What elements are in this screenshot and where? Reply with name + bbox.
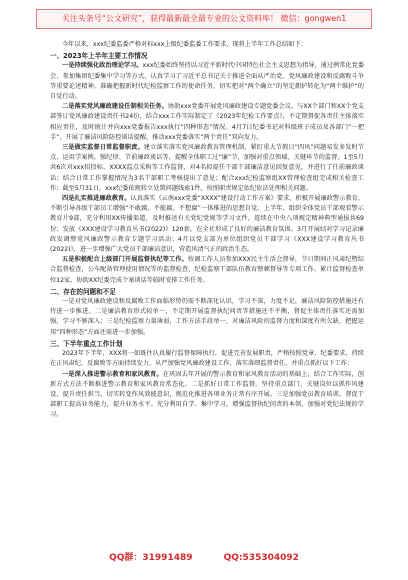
qq-text: QQ:535304092	[223, 553, 299, 563]
contact-footer	[0, 548, 408, 568]
subsection-paragraph	[50, 61, 364, 102]
subsection-paragraph	[50, 194, 364, 255]
subsection-title: 一是持续强化政治理论学习。	[62, 62, 143, 70]
subsection-title: 五是积极配合上级部门开展监督执纪等工作。	[62, 256, 188, 264]
subsection-paragraph	[50, 370, 364, 421]
document-page	[50, 40, 364, 548]
subsection-body: xxx纪委始终坚持以习近平新时代中国特色社会主义思想为指导，通过例常化党委会、参加集团纪委集中学习等方式，认真学习了习近平总书记关于推进全面从严治党、党风廉政建设和反腐败斗争等重要论述精神，准确把握新时代纪检监察工作的使命任务，切实把对“两个确立”的坚定拥护转化为“两个维护”的自觉行动。	[50, 62, 364, 101]
subsection-paragraph	[50, 255, 364, 286]
subsection-paragraph	[50, 143, 364, 194]
qq-group-text: QQ群：31991489	[109, 553, 193, 563]
subsection-title: 四是扎实推进廉政教育。	[62, 195, 131, 203]
subsection-title: 一是深入推进警示教育和家风教育。	[62, 370, 163, 378]
subsection-title: 二是落实党风廉政建设任制相关任务。	[62, 103, 168, 111]
section-heading: 一、2023年上半年主要工作情况	[50, 52, 148, 61]
subsection-title: 三是做实监督日常监督职责。	[62, 144, 144, 152]
section-heading: 三、下半年重点工作计划	[50, 339, 123, 348]
subsection-body: 在巩固去年开展的警示教育和家风教育活动的基础上，结合工作实际，创新方式方法不断推进警示教育和家风教育常态化。二是抓好日常工作监督。坚持重点部门、关键岗位以抓作风建设，提升责任担当，切实转变作风效能意识，规范化推进各项业务正常有序开展。三是加强党员教育培训，督促干部职工提高业务能力，提升业务水平。充分利用自学、集中学习，增强监督执纪问责的本领，加强对党纪法规的学习。	[50, 370, 364, 419]
section-heading: 二、存在的问题和不足	[50, 287, 116, 296]
promo-banner: 关注头条号“公文研究”，获得最新最全最专业的公文资料库！ 微信：gongwen1	[36, 9, 372, 29]
subsection-paragraph	[50, 102, 364, 143]
subsection-body: 认真落实《云南xxx党委“XXXX”建设行动工作方案》要求，积极开展廉政警示教育，不断引导各级干部员工增强“不敢腐、不能腐、不想腐”一体推进的思想自觉。上半年，组织全体党员干部观看警示教育片9部，充分利用XX传播渠道，及时推送有关党纪党规等学习文件，连续在中央八项规定精神典型通报共69份；发放《XXX建设学习教育丛书(2022)》120套，在全社形成了良好的廉洁教育氛围。3月开展结对学习记录廉政发调整党风廉政警示教育专题学习活动；4月以党支部为单位组织党员干部学习《XXX建设学习教育丛书(2022)》，进一步增强广大党员干部廉洁意识，营造风清气正的政治生态。	[50, 195, 364, 254]
subsection-paragraph	[50, 297, 364, 338]
document-intro: 今年以来，xxx纪委监委严格对标xxx上级纪委监委工作要求，现将上半年工作总结如下：	[62, 41, 307, 48]
subsection-body: 协助xxx党委开展党风廉政建设专题党委会议，与XX个部门和XX个党支部签订党风廉政建设责任书24份，结合xxx工作实际制定了《2023年纪检工作要点》，不定期督促各责任主体落实相应责任，及时统计并向xxx党委报告xxx执行“四种形态”情况。4月7日纪委书记对科级班子成员及各部门“一把手”，开展了廉洁风险防控谈话提醒，推动xxx党委落实“两个责任”双向发力。	[50, 103, 364, 141]
subsection-body: 按调工作人员参加XXX民主生活会督导，节日期间正风肃纪暨综合监督检查，公车配备管理使用情况等的监督检查，纪检监察干部队伍教育整顿督导等专项工作。累计监督检查单位12家，协助XX纪委完成个案谈话等临时安排工作任务。	[50, 256, 364, 284]
subsection-body: 建立落实落实党风廉政教育管理机制，紧盯重大节假日“四风”问题易发多发时节点，运用学案例、强纪律、节前廉政谈话等，提醒全体职工过“廉”节，加强对重点领域、关键环节的监督。1至5月共6次对xxx招投标、XXXX监点采购等工作监督，对4名拟提任干部干部廉洁意见回复意见，并进行了任前廉政谈话；结合日常工作掌握情况为3名干部职工考核提出了意见；配合xxx纪检监察组XX管理检查组完成相关检查工作；截至5月31日，xxx纪委依规转立处置问题线索1件，按照职责规定依纪依法处理相关问题。	[50, 144, 364, 192]
subsection-body: 2023年下半年，XXX将一如既往认真履行监督保障执行，促进完善发展职责，严格按照党章、纪委要求，持续在正风肃纪、反腐败等方面持续发力，从严加强党风廉政建设工作，落实落细监督责任，并重点抓好以下工作：	[50, 350, 364, 368]
subsection-paragraph	[50, 349, 364, 369]
subsection-body: 一是对党风廉政建设和反腐败工作面临形势仍需不断深化认识，学习不深，力度不足，廉洁风险防控措施还有待进一步推进。二是廉洁教育形式较单一，不定期开展监督执纪问责等措施还不平衡，督促主体责任落实还需加强，学习不够深入；三是纪检监察力量薄弱，工作方法手段单一，对廉洁风险的监督力度和深度有所欠缺，把握运用“四种形态”方面还需进一步加强。	[50, 298, 364, 336]
